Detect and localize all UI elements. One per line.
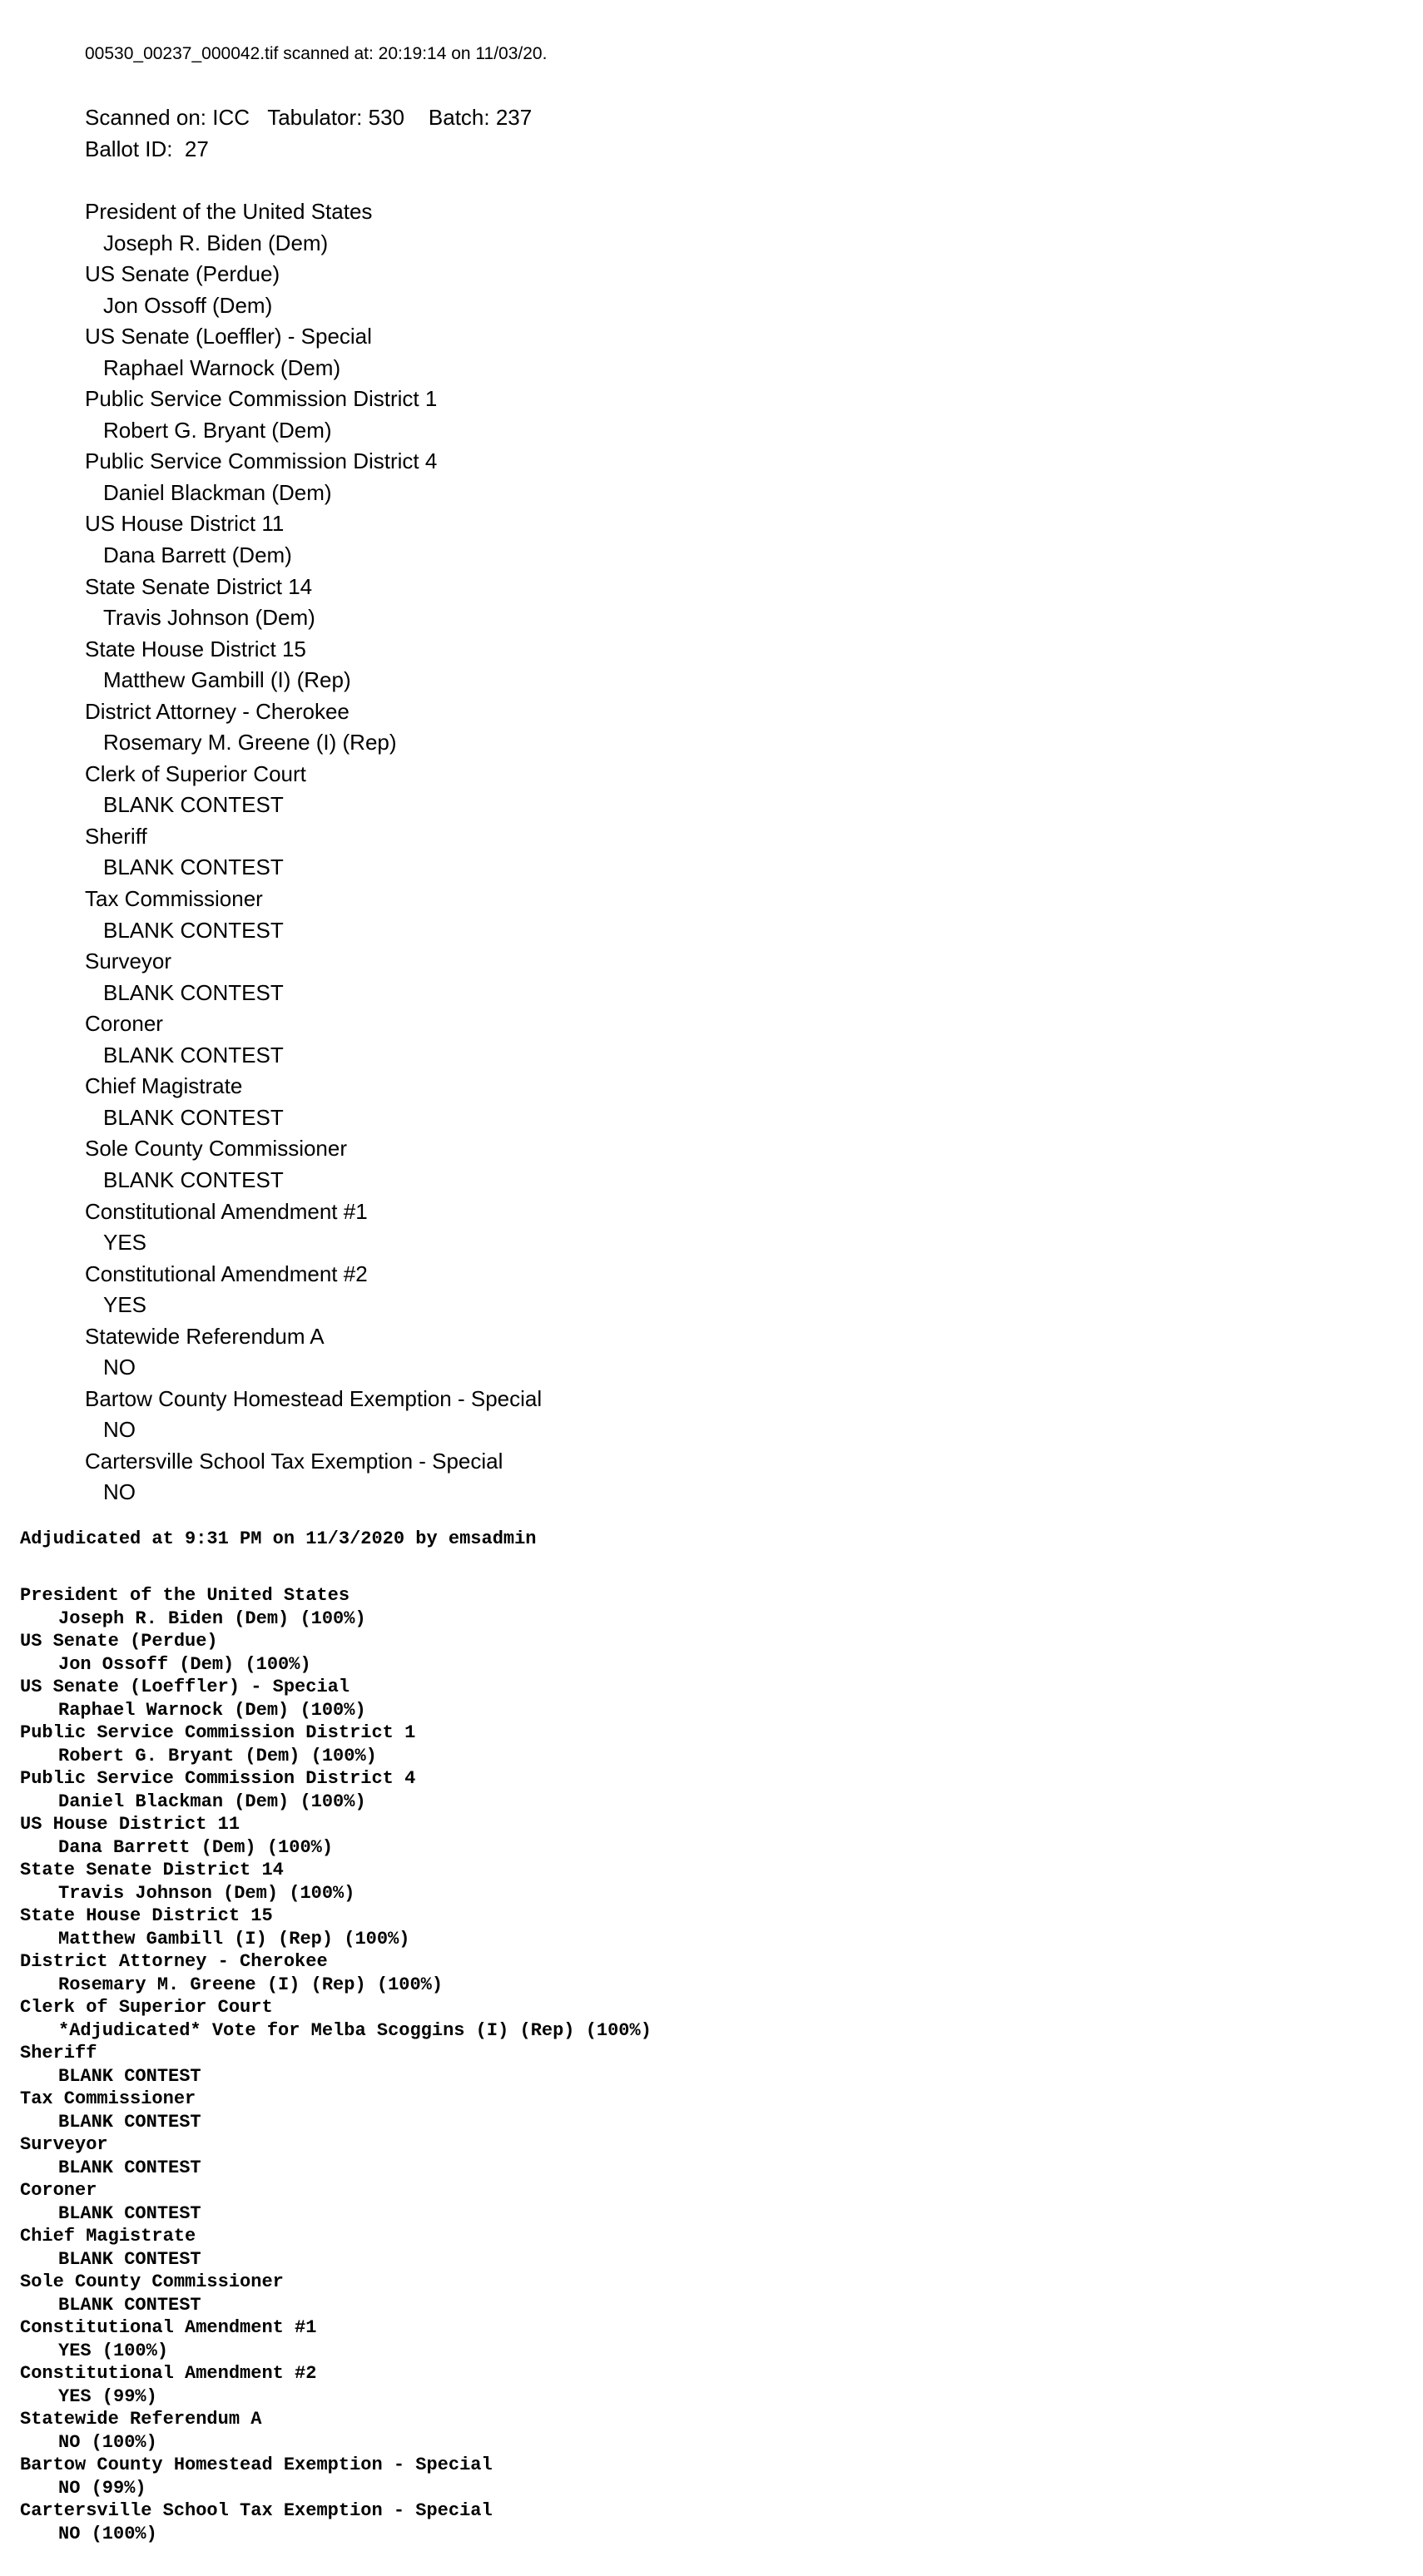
adjudication-contest-name: State House District 15 xyxy=(20,1905,273,1926)
adjudication-contest-selection: Joseph R. Biden (Dem) (100%) xyxy=(58,1608,366,1629)
adjudication-contest-name: Public Service Commission District 1 xyxy=(20,1722,416,1743)
adjudication-contest-name: Statewide Referendum A xyxy=(20,2409,262,2430)
adjudication-contest-selection: NO (100%) xyxy=(58,2523,157,2544)
adjudication-contest-name: President of the United States xyxy=(20,1585,350,1606)
scan-contest-selection: Joseph R. Biden (Dem) xyxy=(103,230,329,255)
adjudication-header: Adjudicated at 9:31 PM on 11/3/2020 by emsadmin xyxy=(20,1528,537,1549)
adjudication-contest-selection: NO (99%) xyxy=(58,2477,146,2499)
scan-contest-name: Cartersville School Tax Exemption - Special xyxy=(85,1448,503,1474)
scan-contest-list xyxy=(85,196,1250,1508)
scan-contest-name: Statewide Referendum A xyxy=(85,1323,325,1349)
scan-contest-name: Clerk of Superior Court xyxy=(85,760,306,786)
scan-contest-selection: NO xyxy=(103,1355,136,1380)
adjudication-contest-selection: Raphael Warnock (Dem) (100%) xyxy=(58,1699,366,1721)
adjudication-contest-name: Constitutional Amendment #2 xyxy=(20,2363,317,2384)
scan-contest-name: Public Service Commission District 4 xyxy=(85,448,438,474)
adjudication-contest-selection: Dana Barrett (Dem) (100%) xyxy=(58,1836,334,1858)
scan-contest-selection: BLANK CONTEST xyxy=(103,1042,284,1068)
adjudication-contest-selection: NO (100%) xyxy=(58,2431,157,2453)
adjudication-contest-name: District Attorney - Cherokee xyxy=(20,1951,328,1972)
scan-contest-selection: BLANK CONTEST xyxy=(103,917,284,943)
adjudication-contest-name: Public Service Commission District 4 xyxy=(20,1768,416,1789)
adjudication-contest-name: Bartow County Homestead Exemption - Special xyxy=(20,2455,493,2475)
adjudication-contest-name: Tax Commissioner xyxy=(20,2088,196,2109)
scan-contest-name: Tax Commissioner xyxy=(85,886,263,912)
adjudication-contest-selection: BLANK CONTEST xyxy=(58,2248,201,2270)
scan-contest-name: Sole County Commissioner xyxy=(85,1136,348,1162)
adjudication-contest-selection: BLANK CONTEST xyxy=(58,2202,201,2224)
scan-contest-name: Constitutional Amendment #2 xyxy=(85,1261,368,1286)
scan-contest-name: US Senate (Perdue) xyxy=(85,261,280,287)
adjudication-contest-selection: BLANK CONTEST xyxy=(58,2111,201,2133)
adjudication-contest-selection: BLANK CONTEST xyxy=(58,2065,201,2087)
adjudication-contest-name: US Senate (Loeffler) - Special xyxy=(20,1677,350,1697)
scan-contest-name: Coroner xyxy=(85,1011,163,1037)
scan-record xyxy=(85,38,1250,1508)
adjudication-contest-name: State Senate District 14 xyxy=(20,1860,284,1880)
adjudication-contest-name: US House District 11 xyxy=(20,1814,240,1835)
adjudication-contest-selection: Matthew Gambill (I) (Rep) (100%) xyxy=(58,1928,410,1949)
adjudication-contest-selection: Travis Johnson (Dem) (100%) xyxy=(58,1882,355,1904)
scan-contest-name: Chief Magistrate xyxy=(85,1073,243,1099)
scan-contest-selection: Matthew Gambill (I) (Rep) xyxy=(103,667,351,693)
scan-contest-name: Sheriff xyxy=(85,823,147,849)
spacer xyxy=(20,1551,1351,1584)
scan-contest-name: US Senate (Loeffler) - Special xyxy=(85,324,372,349)
scan-contest-name: Constitutional Amendment #1 xyxy=(85,1198,368,1224)
ballot-id-line: Ballot ID: 27 xyxy=(85,136,209,161)
adjudication-contest-list xyxy=(20,1584,1351,2545)
adjudication-contest-name: Chief Magistrate xyxy=(20,2226,196,2247)
scan-contest-selection: Raphael Warnock (Dem) xyxy=(103,354,341,380)
scan-contest-name: Public Service Commission District 1 xyxy=(85,386,438,412)
adjudication-contest-selection: *Adjudicated* Vote for Melba Scoggins (I) (Rep) (100%) xyxy=(58,2019,652,2041)
adjudication-record xyxy=(20,1528,1351,2545)
adjudication-contest-selection: YES (100%) xyxy=(58,2340,169,2361)
adjudication-contest-name: Sole County Commissioner xyxy=(20,2271,284,2292)
scan-metadata-line: Scanned on: ICC Tabulator: 530 Batch: 237 xyxy=(85,105,533,130)
adjudication-contest-name: Sheriff xyxy=(20,2043,97,2063)
adjudication-contest-name: Surveyor xyxy=(20,2134,108,2155)
scan-contest-name: President of the United States xyxy=(85,199,373,224)
scan-contest-selection: BLANK CONTEST xyxy=(103,1167,284,1192)
adjudication-contest-name: Coroner xyxy=(20,2180,97,2201)
scan-contest-selection: BLANK CONTEST xyxy=(103,792,284,818)
scan-contest-selection: YES xyxy=(103,1292,147,1318)
scan-contest-name: US House District 11 xyxy=(85,511,285,537)
scan-contest-name: Bartow County Homestead Exemption - Special xyxy=(85,1385,543,1411)
scan-contest-name: State House District 15 xyxy=(85,636,306,661)
adjudication-contest-selection: Rosemary M. Greene (I) (Rep) (100%) xyxy=(58,1974,444,1995)
scan-contest-selection: NO xyxy=(103,1479,136,1505)
scan-file-header: 00530_00237_000042.tif scanned at: 20:19:14 on 11/03/20. xyxy=(85,44,548,63)
adjudication-contest-name: US Senate (Perdue) xyxy=(20,1631,218,1652)
scan-contest-selection: Travis Johnson (Dem) xyxy=(103,605,315,631)
adjudication-contest-selection: Robert G. Bryant (Dem) (100%) xyxy=(58,1745,377,1766)
scan-contest-selection: BLANK CONTEST xyxy=(103,1104,284,1130)
adjudication-contest-selection: YES (99%) xyxy=(58,2385,157,2407)
scan-contest-selection: Rosemary M. Greene (I) (Rep) xyxy=(103,730,397,755)
scan-contest-name: State Senate District 14 xyxy=(85,573,313,599)
scan-contest-selection: Daniel Blackman (Dem) xyxy=(103,479,332,505)
adjudication-contest-selection: Daniel Blackman (Dem) (100%) xyxy=(58,1791,366,1812)
spacer xyxy=(85,165,1250,196)
scan-contest-selection: Jon Ossoff (Dem) xyxy=(103,292,273,318)
scan-contest-selection: BLANK CONTEST xyxy=(103,855,284,880)
scan-contest-selection: BLANK CONTEST xyxy=(103,979,284,1005)
adjudication-contest-selection: BLANK CONTEST xyxy=(58,2157,201,2178)
scan-contest-name: District Attorney - Cherokee xyxy=(85,698,350,724)
scan-contest-selection: Robert G. Bryant (Dem) xyxy=(103,417,332,443)
adjudication-contest-name: Constitutional Amendment #1 xyxy=(20,2317,317,2338)
adjudication-contest-name: Cartersville School Tax Exemption - Special xyxy=(20,2500,493,2521)
scan-contest-selection: NO xyxy=(103,1417,136,1443)
adjudication-contest-selection: Jon Ossoff (Dem) (100%) xyxy=(58,1653,311,1675)
scan-contest-name: Surveyor xyxy=(85,949,172,974)
scan-contest-selection: YES xyxy=(103,1230,147,1256)
adjudication-contest-selection: BLANK CONTEST xyxy=(58,2294,201,2316)
adjudication-contest-name: Clerk of Superior Court xyxy=(20,1997,273,2018)
scan-contest-selection: Dana Barrett (Dem) xyxy=(103,542,292,568)
spacer xyxy=(85,70,1250,102)
